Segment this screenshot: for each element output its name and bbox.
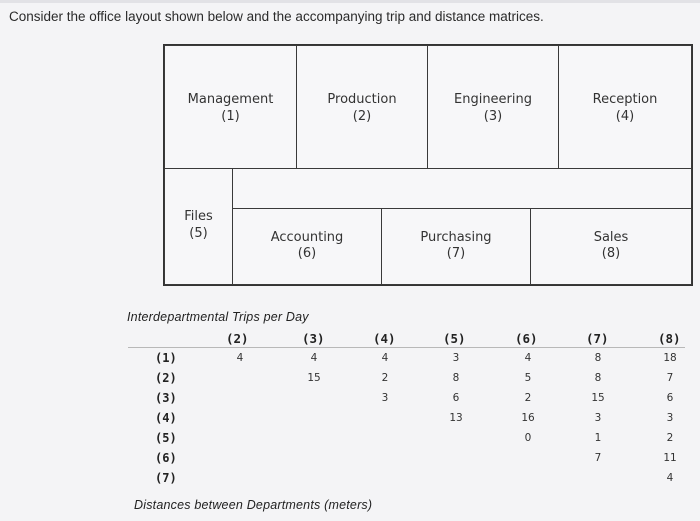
matrix-cell: 15 xyxy=(307,372,321,384)
matrix-cell: 3 xyxy=(594,412,602,424)
row-label: (3) xyxy=(155,391,177,405)
matrix-cell: 2 xyxy=(381,372,389,384)
matrix-cell: 8 xyxy=(452,372,460,384)
office-layout xyxy=(163,44,693,286)
top-border xyxy=(0,0,700,3)
matrix-cell: 7 xyxy=(666,372,674,384)
dept-number: (1) xyxy=(221,109,240,124)
matrix-cell: 2 xyxy=(524,392,532,404)
row-label: (4) xyxy=(155,411,177,425)
matrix-cell: 1 xyxy=(594,432,602,444)
matrix-cell: 2 xyxy=(666,432,674,444)
col-header: (6) xyxy=(515,331,538,346)
matrix-cell: 16 xyxy=(521,412,535,424)
matrix-cell: 6 xyxy=(452,392,460,404)
trips-matrix-title: Interdepartmental Trips per Day xyxy=(127,310,309,324)
dept-name: Accounting xyxy=(270,230,344,245)
dept-management xyxy=(164,45,297,169)
col-header: (3) xyxy=(302,331,325,346)
dept-engineering xyxy=(427,45,559,169)
matrix-cell: 4 xyxy=(666,472,674,484)
matrix-cell: 4 xyxy=(524,352,532,364)
dept-production xyxy=(296,45,428,169)
dept-purchasing xyxy=(381,208,531,285)
matrix-cell: 6 xyxy=(666,392,674,404)
matrix-cell: 8 xyxy=(594,372,602,384)
matrix-cell: 3 xyxy=(666,412,674,424)
matrix-cell: 7 xyxy=(594,452,602,464)
col-header: (4) xyxy=(373,331,396,346)
dept-number: (3) xyxy=(483,109,503,124)
matrix-cell: 3 xyxy=(381,392,389,404)
dept-name: Reception xyxy=(592,92,658,107)
dept-name: Files xyxy=(184,209,213,224)
row-label: (5) xyxy=(155,431,177,445)
dept-reception xyxy=(558,45,692,169)
dept-number: (4) xyxy=(615,109,635,124)
matrix-cell: 18 xyxy=(663,352,677,364)
col-header: (7) xyxy=(586,331,609,346)
row-label: (7) xyxy=(155,471,177,485)
matrix-cell: 4 xyxy=(381,352,389,364)
matrix-cell: 8 xyxy=(594,352,602,364)
matrix-cell: 4 xyxy=(236,352,244,364)
col-header: (5) xyxy=(443,331,466,346)
dept-number: (8) xyxy=(601,246,621,261)
matrix-cell: 3 xyxy=(452,352,460,364)
row-label: (1) xyxy=(155,351,177,365)
col-header: (8) xyxy=(658,331,681,346)
row-label: (6) xyxy=(155,451,177,465)
matrix-cell: 11 xyxy=(663,452,677,464)
dept-name: Sales xyxy=(593,230,629,245)
distance-matrix-title: Distances between Departments (meters) xyxy=(134,498,373,512)
dept-accounting xyxy=(232,208,382,285)
matrix-cell: 5 xyxy=(524,372,532,384)
col-header: (2) xyxy=(226,331,249,346)
question-text: Consider the office layout shown below and the accompanying trip and distance matrices. xyxy=(9,9,544,24)
dept-name: Production xyxy=(327,92,397,107)
dept-number: (2) xyxy=(352,109,372,124)
dept-number: (6) xyxy=(297,246,317,261)
dept-number: (7) xyxy=(446,246,466,261)
matrix-cell: 13 xyxy=(449,412,463,424)
matrix-cell: 4 xyxy=(310,352,318,364)
matrix-cell: 0 xyxy=(524,432,532,444)
dept-name: Management xyxy=(187,92,274,107)
row-label: (2) xyxy=(155,371,177,385)
matrix-cell: 15 xyxy=(591,392,605,404)
corridor xyxy=(232,168,692,209)
dept-files xyxy=(164,168,233,285)
dept-name: Purchasing xyxy=(420,230,492,245)
dept-sales xyxy=(530,208,692,285)
dept-name: Engineering xyxy=(454,92,532,107)
header-rule xyxy=(128,347,685,348)
dept-number: (5) xyxy=(189,226,208,241)
